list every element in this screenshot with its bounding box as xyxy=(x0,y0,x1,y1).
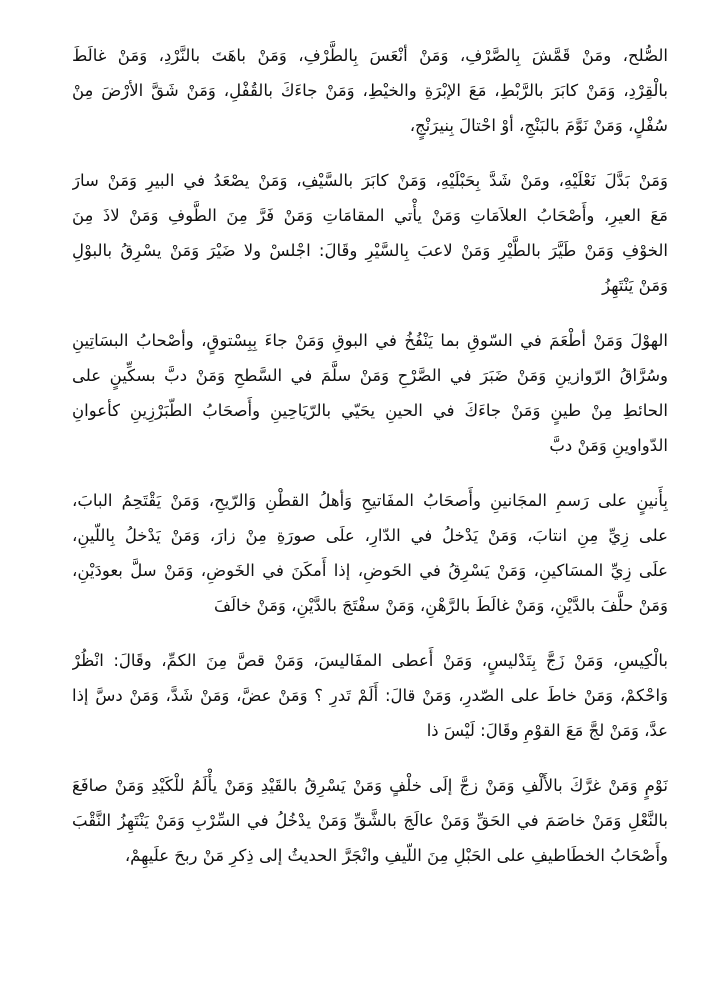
text-line: على زِيِّ مِنِ انتابَ، وَمَنْ يَدْخلُ في الدّارِ، علَى صورَةِ مِنْ زارَ، وَمَنْ يَدْخلُ بِاللّينِ، xyxy=(72,526,668,545)
text-line: مَعَ العيرِ، وأَصْحَابُ العلاَمَاتِ وَمَنْ يأْتي المقامَاتِ وَمَنْ فَرَّ مِنَ الطَّوفِ وَمَنْ لاذَ مِنَ xyxy=(72,206,668,225)
paragraph-6 xyxy=(72,768,668,873)
paragraph-3 xyxy=(72,323,668,463)
text-line: بِأَنينٍ على رَسمِ المجَانينِ وأَصحَابُ المفَاتيحِ وَأهلُ القطْنِ وَالرّيحِ، وَمَنْ يَقْتَحِمُ البابَ، xyxy=(72,491,668,510)
text-line: الهوْلَ وَمَنْ أطْعَمَ في السّوقِ بما يَنْفُخُ في البوقِ وَمَنْ جاءَ بِبِسْتوقٍ، وأصْحابُ البسَاتِينِ xyxy=(72,331,668,350)
text-line: بالْقِرْدِ، وَمَنْ كابَرَ بالرَّبْطِ، مَعَ الإبْرَةِ والخيْطِ، وَمَنْ جاءَكَ بالقُفْلِ، وَمَنْ شَقَّ الأرْضَ مِنْ xyxy=(72,81,668,100)
text-line: وَاحْكمْ، وَمَنْ خاطَ على الصّدرِ، وَمَنْ قالَ: أَلَمْ تَدرِ ؟ وَمَنْ عضَّ، وَمَنْ شَدَّ، وَمَنْ دسَّ إذا xyxy=(72,686,668,705)
paragraph-1 xyxy=(72,38,668,143)
text-line: عدَّ، وَمَنْ لجَّ مَعَ القوْمِ وقَالَ: لَيْسَ ذا xyxy=(426,721,668,740)
text-line: وسُرَّاقُ الرّوازينِ وَمَنْ ضَبَرَ في الصَّرْحِ وَمَنْ سلَّمَ في السَّطحِ وَمَنْ دبَّ بسكِّينٍ على xyxy=(72,366,668,385)
text-line: بالنَّعْلِ وَمَنْ خاصَمَ في الحَقِّ وَمَنْ عالَجَ بالشَّقِّ وَمَنْ يدْخُلُ في السِّرْبِ وَمَنْ يَنْتَهِزُ النَّقْبَ xyxy=(72,811,668,830)
text-line: وَمَنْ يَنْتَهِزُ xyxy=(602,276,668,295)
text-line: علَى زِيِّ المسَاكينِ، وَمَنْ يَسْرِقُ في الحَوضِ، إذا أَمكَنَ في الخَوضِ، وَمَنْ سلَّ بعودَيْنِ، xyxy=(72,561,668,580)
paragraph-4 xyxy=(72,483,668,623)
text-line: وأَصْحَابُ الخطَاطيفِ على الحَبْلِ مِنَ اللّيفِ وانْجَرَّ الحديثُ إلى ذِكرِ مَنْ ربحَ علَيهِمْ، xyxy=(124,846,668,865)
text-line: الدّواوينِ وَمَنْ دبَّ xyxy=(549,436,668,455)
text-line: الحائطِ مِنْ طينٍ وَمَنْ جاءَكَ في الحينِ يحَيّي بالرّيَاحِينِ وأَصحَابُ الطّبَرْزِينِ كأعوانِ xyxy=(72,401,668,420)
text-line: وَمَنْ حلَّفَ بالدَّيْنِ، وَمَنْ غالَطَ بالرَّهْنِ، وَمَنْ سفْتَجَ بالدَّيْنِ، وَمَنْ خالَفَ xyxy=(213,596,668,615)
text-line: بالْكِيسِ، وَمَنْ زَجَّ بِتَدْليسٍ، وَمَنْ أَعطى المفَاليسَ، وَمَنْ قصَّ مِنَ الكمِّ، وقَالَ: انْظُرْ xyxy=(72,651,668,670)
text-line: الخوْفِ وَمَنْ طَيَّرَ بالطَّيْرِ وَمَنْ لاعبَ بِالسَّيْرِ وقَالَ: اجْلسْ ولا ضَيْرَ وَمَنْ يسْرِقُ بالبوْلِ xyxy=(72,241,668,260)
paragraph-5 xyxy=(72,643,668,748)
text-line: سُفْلٍ، وَمَنْ نَوَّمَ بالبَنْجِ، أوْ احْتالَ بِنيرَنْجٍ، xyxy=(409,116,668,135)
text-line: نَوْمٍ وَمَنْ غرَّكَ بالأَلْفِ وَمَنْ زجَّ إلَى خلْفٍ وَمَنْ يَسْرِقُ بالقَيْدِ وَمَنْ يأْلَمُ للْكَيْدِ وَمَنْ صافَعَ xyxy=(72,776,668,795)
text-line: الصُّلح، ومَنْ قَمَّشَ بِالصَّرْفِ، وَمَنْ أنْعَسَ بِالطَّرْفِ، وَمَنْ باهَتَ بالنَّرْدِ، وَمَنْ غالَطَ xyxy=(72,46,668,65)
text-line: وَمَنْ بَدَّلَ نَعْلَيْهِ، ومَنْ شَدَّ بِحَبْلَيْهِ، وَمَنْ كابَرَ بالسَّيْفِ، وَمَنْ يصْعَدُ في البيرِ وَمَنْ سارَ xyxy=(72,171,668,190)
paragraph-2 xyxy=(72,163,668,303)
